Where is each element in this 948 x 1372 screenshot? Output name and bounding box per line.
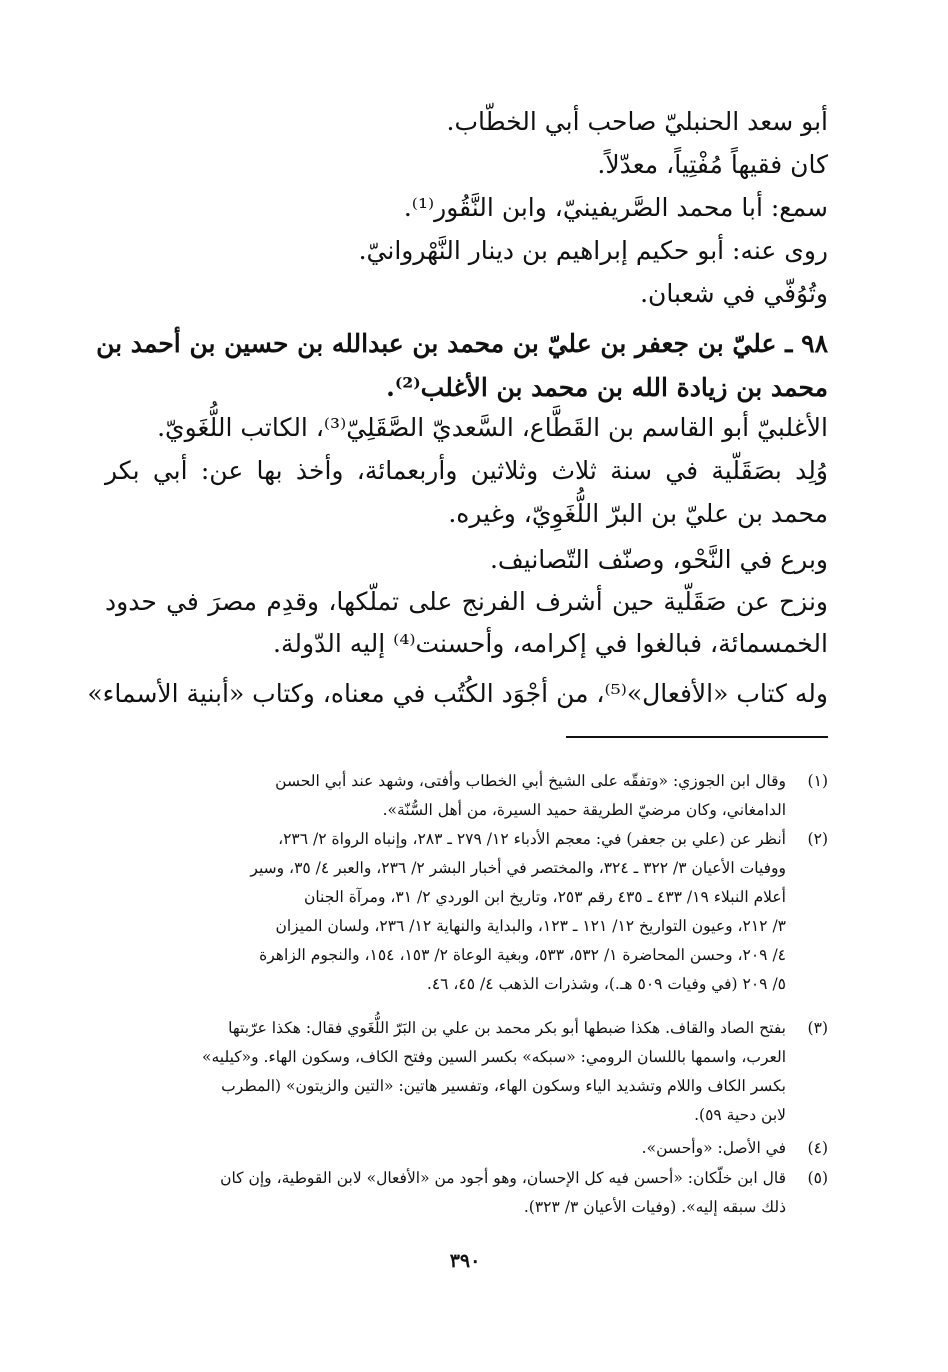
text-line: ونزح عن صَقَلّية حين أشرف الفرنج على تملّكها، وقدِم مصرَ في حدود bbox=[105, 587, 828, 616]
text-line: الخمسمائة، فبالغوا في إكرامه، وأحسنت⁽⁴⁾ إليه الدّولة. bbox=[273, 629, 828, 658]
footnote-number: (٤) bbox=[807, 1139, 828, 1157]
footnote-line: الدامغاني، وكان مرضيّ الطريقة حميد السيرة، من أهل السُّنّة». bbox=[382, 801, 786, 819]
footnote bbox=[105, 1134, 828, 1163]
footnote-line: ووفيات الأعيان ٣/ ٣٢٢ ـ ٣٢٤، والمختصر في أخبار البشر ٢/ ٢٣٦، والعبر ٤/ ٣٥، وسير bbox=[250, 859, 786, 877]
footnote bbox=[105, 1164, 828, 1222]
page-number: ٣٩٠ bbox=[449, 1250, 481, 1272]
footnote bbox=[105, 825, 828, 999]
footnote-line: بفتح الصاد والقاف. هكذا ضبطها أبو بكر محمد بن علي بن البَرّ اللُّغَوي فقال: هكذا عرّبتها bbox=[228, 1019, 786, 1037]
text-line: وله كتاب «الأفعال»⁽⁵⁾، من أجْوَد الكُتُب في معناه، وكتاب «أبنية الأسماء» bbox=[87, 679, 828, 708]
footnote-line: لابن دحية ٥٩). bbox=[694, 1106, 786, 1124]
footnote-line: أنظر عن (علي بن جعفر) في: معجم الأدباء ١٢/ ٢٧٩ ـ ٢٨٣، وإنباه الرواة ٢/ ٢٣٦، bbox=[278, 830, 786, 848]
footnote-line: ٥/ ٢٠٩ (في وفيات ٥٠٩ هـ.)، وشذرات الذهب ٤/ ٤٥، ٤٦. bbox=[426, 975, 786, 993]
footnote-line: بكسر الكاف واللام وتشديد الياء وسكون الهاء، وتفسير هاتين: «التين والزيتون» (المطرب bbox=[221, 1077, 786, 1095]
text-line: الأغلبيّ أبو القاسم بن القَطَّاع، السَّعديّ الصَّقَلِيّ⁽³⁾، الكاتب اللُّغَويّ. bbox=[157, 413, 828, 442]
text-line: وُلِد بصَقَلّية في سنة ثلاث وثلاثين وأربعمائة، وأخذ بها عن: أبي بكر bbox=[105, 456, 828, 485]
footnote-line: قال ابن خلّكان: «أحسن فيه كل الإحسان، وهو أجود من «الأفعال» لابن القوطية، وإن كان bbox=[220, 1169, 786, 1187]
footnote-line: العرب، واسمها باللسان الرومي: «سبكه» بكسر السين وفتح الكاف، وسكون الهاء. و«كيليه» bbox=[202, 1048, 786, 1066]
footnote-text bbox=[105, 1164, 786, 1222]
text-line: أبو سعد الحنبليّ صاحب أبي الخطّاب. bbox=[446, 107, 828, 136]
entry-heading-line: ٩٨ ـ عليّ بن جعفر بن عليّ بن محمد بن عبدالله بن حسين بن أحمد بن bbox=[96, 329, 828, 358]
footnote-number: (١) bbox=[807, 772, 828, 790]
footnote-line: أعلام النبلاء ١٩/ ٤٣٣ ـ ٤٣٥ رقم ٢٥٣، وتاريخ ابن الوردي ٢/ ٣١، ومرآة الجنان bbox=[303, 888, 786, 906]
footnote-number: (٣) bbox=[807, 1019, 828, 1037]
footnote-number: (٥) bbox=[807, 1169, 828, 1187]
footnote-line: وقال ابن الجوزي: «وتفقّه على الشيخ أبي الخطاب وأفتى، وشهد عند أبي الحسن bbox=[275, 772, 786, 790]
text-line: كان فقيهاً مُفْتِياً، معدّلاً. bbox=[597, 150, 828, 179]
text-line: روى عنه: أبو حكيم إبراهيم بن دينار النَّهْروانيّ. bbox=[358, 236, 828, 265]
footnote-text bbox=[105, 767, 786, 825]
text-line: وبرع في النَّحْو، وصنّف التّصانيف. bbox=[489, 545, 828, 574]
footnote-text bbox=[105, 1014, 786, 1130]
text-line: وتُوُفّي في شعبان. bbox=[640, 279, 828, 308]
footnote-line: ذلك سبقه إليه». (وفيات الأعيان ٣/ ٣٢٣). bbox=[523, 1198, 786, 1216]
footnote-line: في الأصل: «وأحسن». bbox=[641, 1139, 786, 1157]
footnote-line: ٣/ ٢١٢، وعيون التواريخ ١٢/ ١٢١ ـ ١٢٣، والبداية والنهاية ١٢/ ٢٣٦، ولسان الميزان bbox=[275, 917, 786, 935]
footnote-text bbox=[105, 1134, 786, 1163]
footnote-separator bbox=[566, 736, 828, 738]
entry-heading-line: محمد بن زيادة الله بن محمد بن الأغلب⁽²⁾. bbox=[386, 373, 828, 402]
footnote bbox=[105, 767, 828, 825]
footnote-number: (٢) bbox=[807, 830, 828, 848]
text-line: محمد بن عليّ بن البرّ اللُّغَوِيّ، وغيره. bbox=[448, 499, 828, 528]
footnote bbox=[105, 1014, 828, 1130]
footnote-text bbox=[105, 825, 786, 999]
text-line: سمع: أبا محمد الصَّريفينيّ، وابن النَّقُور⁽¹⁾. bbox=[403, 193, 828, 222]
footnote-line: ٤/ ٢٠٩، وحسن المحاضرة ١/ ٥٣٢، ٥٣٣، وبغية الوعاة ٢/ ١٥٣، ١٥٤، والنجوم الزاهرة bbox=[259, 946, 786, 964]
